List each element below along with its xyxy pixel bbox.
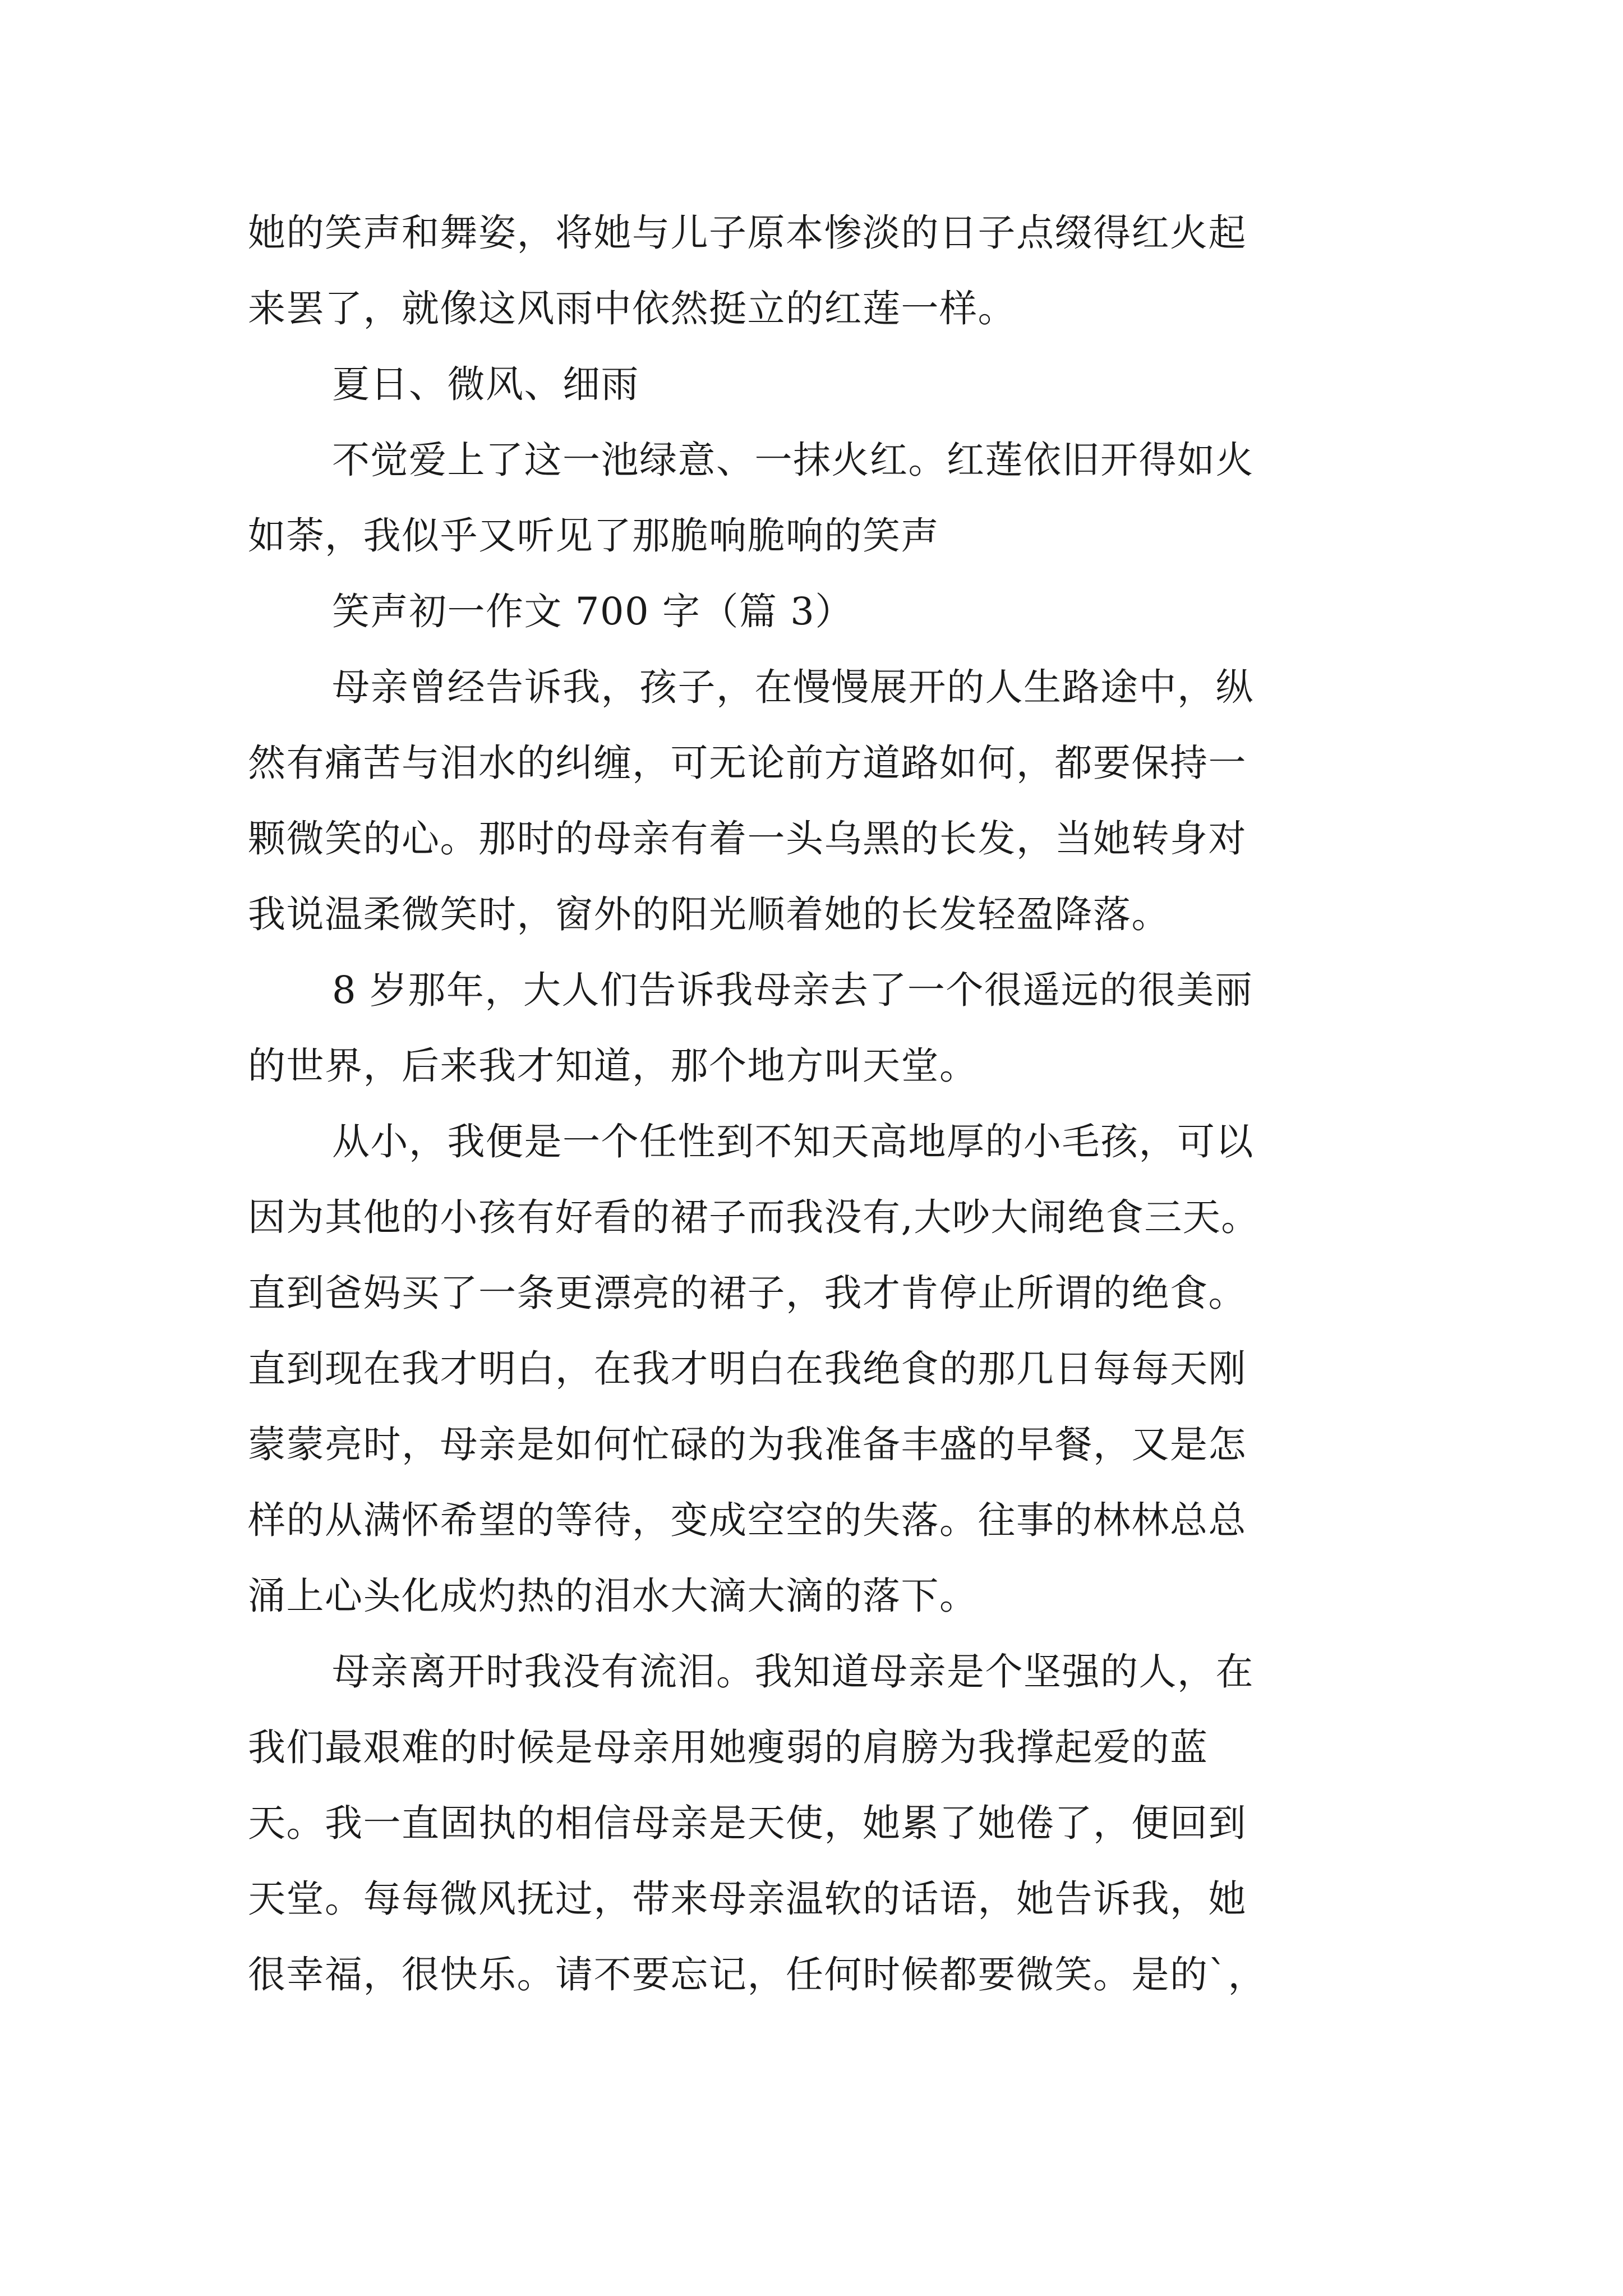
text-line: 蒙蒙亮时，母亲是如何忙碌的为我准备丰盛的早餐，又是怎	[248, 1423, 1247, 1466]
text-line: 从小，我便是一个任性到不知天高地厚的小毛孩，可以	[332, 1120, 1254, 1163]
text-line: 因为其他的小孩有好看的裙子而我没有,大吵大闹绝食三天。	[248, 1195, 1260, 1239]
text-line: 来罢了，就像这风雨中依然挺立的红莲一样。	[248, 287, 1016, 330]
text-line: 天。我一直固执的相信母亲是天使，她累了她倦了，便回到	[248, 1801, 1247, 1845]
text-line: 天堂。每每微风抚过，带来母亲温软的话语，她告诉我，她	[248, 1877, 1247, 1921]
text-line: 涌上心头化成灼热的泪水大滴大滴的落下。	[248, 1574, 978, 1618]
text-line: 然有痛苦与泪水的纠缠，可无论前方道路如何，都要保持一	[248, 741, 1247, 785]
text-line: 我说温柔微笑时，窗外的阳光顺着她的长发轻盈降落。	[248, 892, 1170, 936]
text-line: 颗微笑的心。那时的母亲有着一头乌黑的长发，当她转身对	[248, 817, 1247, 861]
text-line: 样的从满怀希望的等待，变成空空的失落。往事的林林总总	[248, 1498, 1247, 1542]
text-line: 母亲曾经告诉我，孩子，在慢慢展开的人生路途中，纵	[332, 665, 1254, 709]
text-line: 的世界，后来我才知道，那个地方叫天堂。	[248, 1044, 978, 1088]
text-line: 如荼，我似乎又听见了那脆响脆响的笑声	[248, 514, 939, 558]
text-line: 很幸福，很快乐。请不要忘记，任何时候都要微笑。是的`，	[248, 1953, 1266, 1996]
text-line: 直到爸妈买了一条更漂亮的裙子，我才肯停止所谓的绝食。	[248, 1271, 1247, 1315]
text-line: 不觉爱上了这一池绿意、一抹火红。红莲依旧开得如火	[332, 438, 1254, 482]
text-line: 母亲离开时我没有流泪。我知道母亲是个坚强的人，在	[332, 1650, 1254, 1694]
text-line: 8 岁那年，大人们告诉我母亲去了一个很遥远的很美丽	[332, 968, 1253, 1012]
section-title: 笑声初一作文 700 字（篇 3）	[332, 590, 854, 633]
text-line: 直到现在我才明白，在我才明白在我绝食的那几日每每天刚	[248, 1347, 1247, 1391]
text-line: 她的笑声和舞姿，将她与儿子原本惨淡的日子点缀得红火起	[248, 211, 1247, 255]
text-line: 我们最艰难的时候是母亲用她瘦弱的肩膀为我撑起爱的蓝	[248, 1726, 1209, 1769]
subheading: 夏日、微风、细雨	[332, 362, 639, 406]
